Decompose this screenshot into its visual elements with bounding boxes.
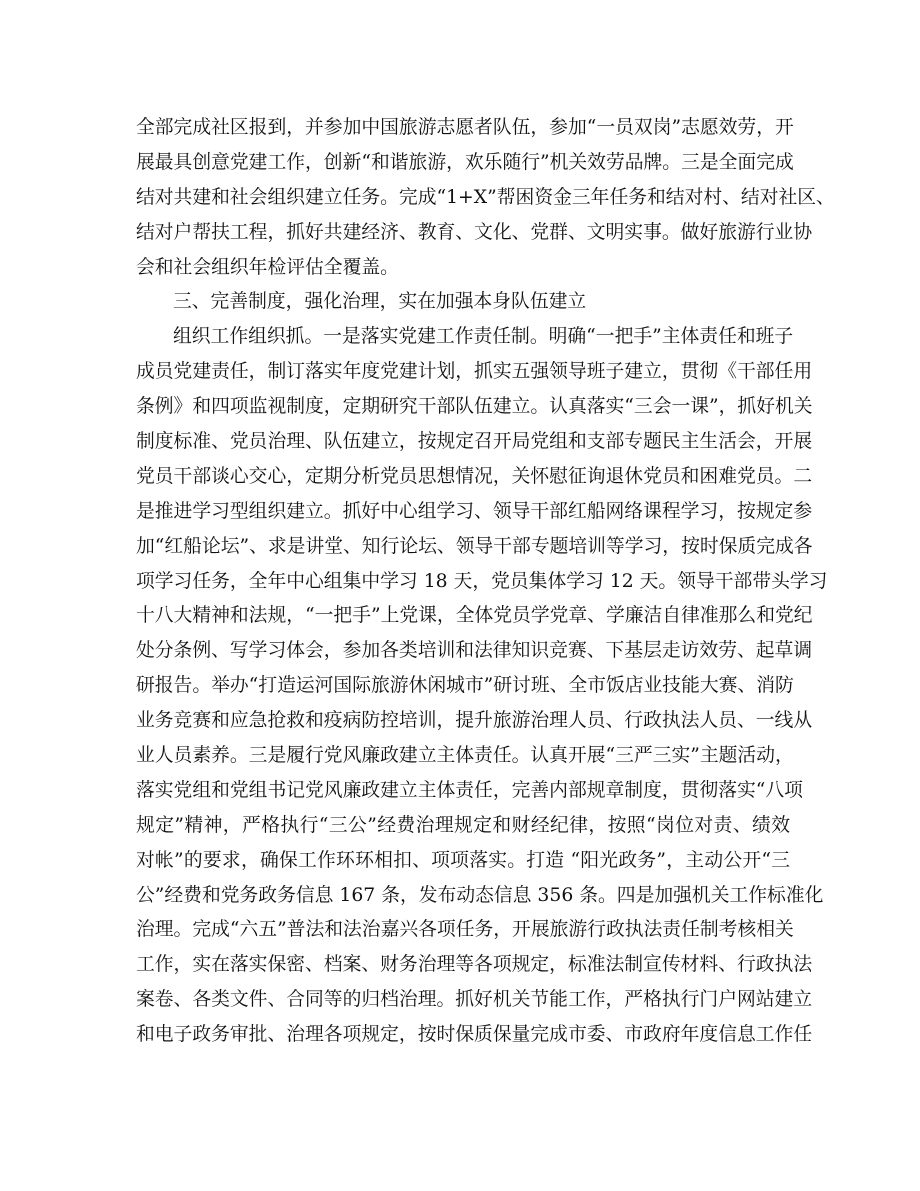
text-line: 结对户帮扶工程，抓好共建经济、教育、文化、党群、文明实事。做好旅游行业协 — [136, 221, 813, 243]
text-line: 党员干部谈心交心，定期分析党员思想情况，关怀慰征询退休党员和困难党员。二 — [136, 465, 813, 487]
text-line: 公”经费和党务政务信息 167 条，发布动态信息 356 条。四是加强机关工作标准化 — [136, 884, 824, 906]
section-heading: 三、完善制度，强化治理，实在加强本身队伍建立 — [173, 291, 587, 313]
text-line: 结对共建和社会组织建立任务。完成“1+X”帮困资金三年任务和结对村、结对社区、 — [136, 186, 835, 208]
text-line: 案卷、各类文件、合同等的归档治理。抓好机关节能工作，严格执行门户网站建立 — [136, 989, 813, 1011]
text-line: 成员党建责任，制订落实年度党建计划，抓实五强领导班子建立，贯彻《干部任用 — [136, 361, 813, 383]
text-line: 落实党组和党组书记党风廉政建立主体责任，完善内部规章制度，贯彻落实“八项 — [136, 779, 803, 801]
text-line: 会和社会组织年检评估全覆盖。 — [136, 256, 399, 278]
text-line: 业人员素养。三是履行党风廉政建立主体责任。认真开展“三严三实”主题活动， — [136, 745, 794, 767]
text-line: 加“红船论坛”、求是讲堂、知行论坛、领导干部专题培训等学习，按时保质完成各 — [136, 535, 813, 557]
text-line: 条例》和四项监视制度，定期研究干部队伍建立。认真落实“三会一课”，抓好机关 — [136, 396, 813, 418]
text-line: 制度标准、党员治理、队伍建立，按规定召开局党组和支部专题民主生活会，开展 — [136, 431, 813, 453]
document-body — [136, 111, 835, 1053]
text-line: 是推进学习型组织建立。抓好中心组学习、领导干部红船网络课程学习，按规定参 — [136, 500, 813, 522]
text-line: 全部完成社区报到，并参加中国旅游志愿者队伍，参加“一员双岗”志愿效劳，开 — [136, 117, 794, 138]
text-line: 十八大精神和法规，“一把手”上党课，全体党员学党章、学廉洁自律准那么和党纪 — [136, 605, 813, 627]
text-line: 业务竞赛和应急抢救和疫病防控培训，提升旅游治理人员、行政执法人员、一线从 — [136, 710, 813, 732]
text-line: 对帐”的要求，确保工作环环相扣、项项落实。打造 “阳光政务”，主动公开“三 — [136, 849, 790, 871]
text-line: 组织工作组织抓。一是落实党建工作责任制。明确“一把手”主体责任和班子 — [173, 326, 794, 348]
text-line: 展最具创意党建工作，创新“和谐旅游，欢乐随行”机关效劳品牌。三是全面完成 — [136, 151, 794, 173]
text-line: 工作，实在落实保密、档案、财务治理等各项规定，标准法制宣传材料、行政执法 — [136, 954, 813, 976]
text-line: 治理。完成“六五”普法和法治嘉兴各项任务，开展旅游行政执法责任制考核相关 — [136, 919, 794, 941]
text-line: 和电子政务审批、治理各项规定，按时保质保量完成市委、市政府年度信息工作任 — [136, 1024, 813, 1046]
text-line: 项学习任务，全年中心组集中学习 18 天，党员集体学习 12 天。领导干部带头学习 — [136, 570, 828, 592]
text-line: 研报告。举办“打造运河国际旅游休闲城市”研讨班、全市饭店业技能大赛、消防 — [136, 675, 794, 697]
text-line: 规定”精神，严格执行“三公”经费治理规定和财经纪律，按照“岗位对责、绩效 — [136, 814, 790, 836]
text-line: 处分条例、写学习体会，参加各类培训和法律知识竞赛、下基层走访效劳、起草调 — [136, 640, 813, 662]
